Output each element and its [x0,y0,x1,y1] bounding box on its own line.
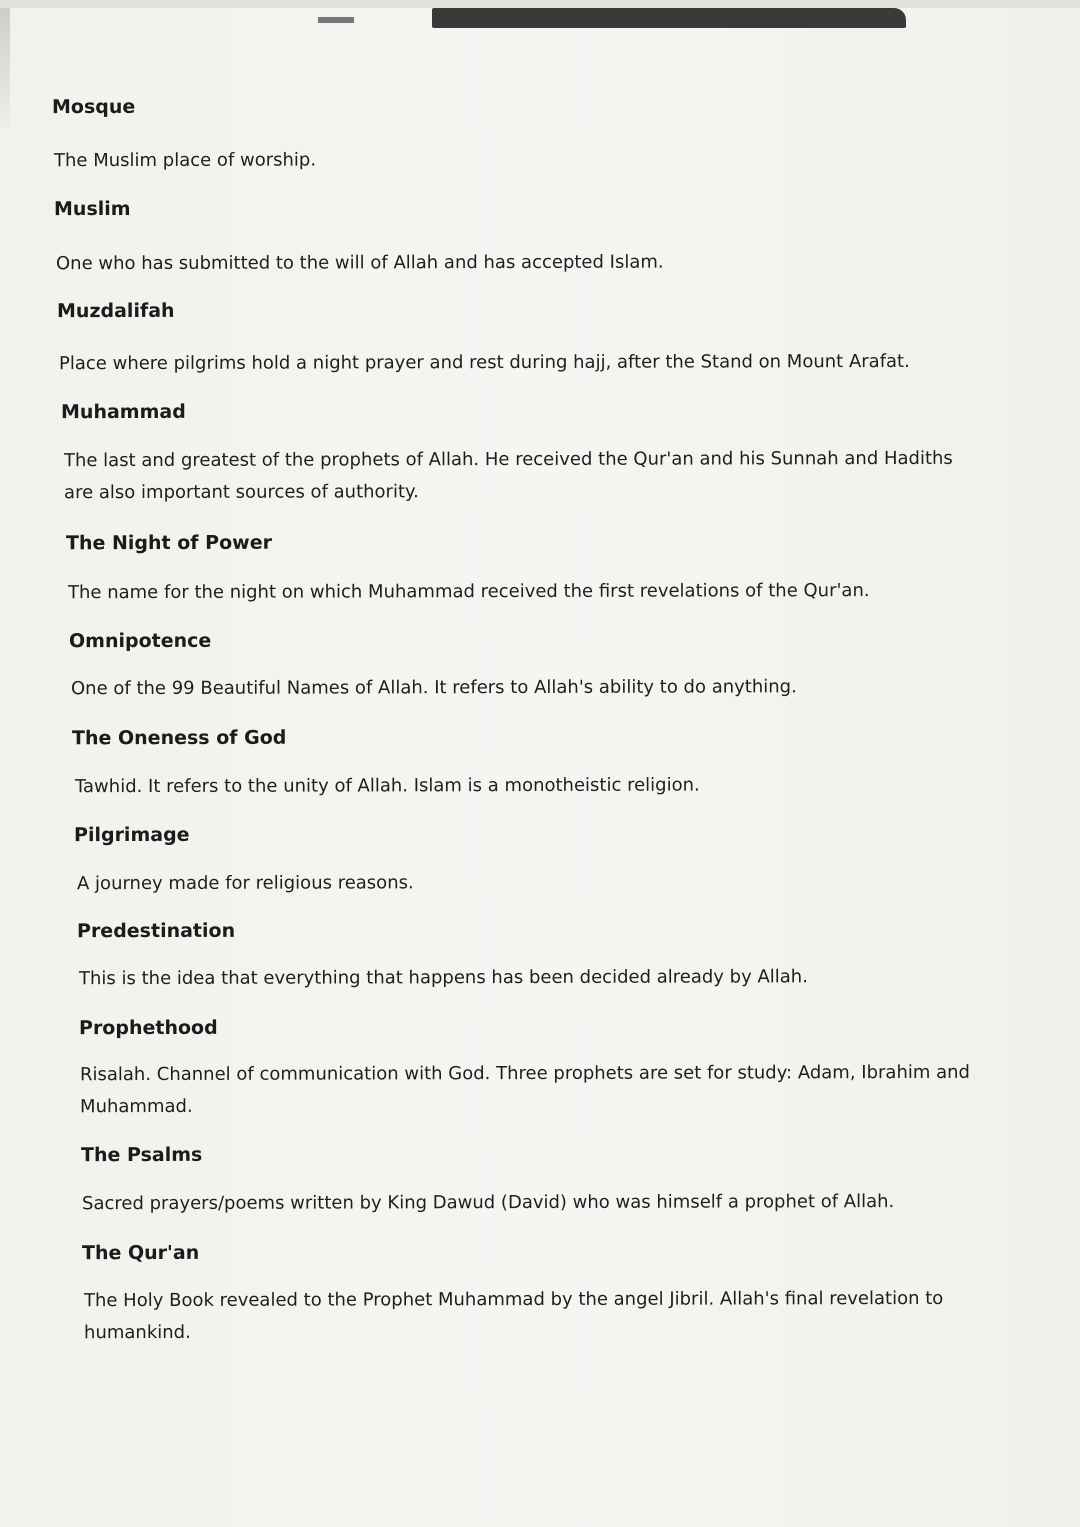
page-left-edge [0,8,10,128]
glossary-definition: Place where pilgrims hold a night prayer and rest during hajj, after the Stand on Mount Arafat. [58,350,910,375]
glossary-definition: The Muslim place of worship. [53,149,317,172]
glossary-term: The Psalms [80,1143,203,1167]
glossary-term: The Qur'an [81,1241,200,1265]
glossary-term: Pilgrimage [73,823,190,847]
glossary-definition: Tawhid. It refers to the unity of Allah. Islam is a monotheistic religion. [74,774,700,798]
glossary-definition: The Holy Book revealed to the Prophet Muhammad by the angel Jibril. Allah's final revelation to humankind. [83,1287,944,1344]
glossary-definition: One who has submitted to the will of Allah and has accepted Islam. [55,251,664,275]
scan-mark [318,17,354,23]
glossary-term: The Night of Power [65,531,272,555]
glossary-term: Muslim [53,197,131,221]
page-top-edge [0,0,1080,8]
glossary-definition: The name for the night on which Muhammad received the first revelations of the Qur'an. [67,580,870,604]
glossary-term: Prophethood [78,1016,218,1040]
glossary-definition: The last and greatest of the prophets of Allah. He received the Qur'an and his Sunnah and Hadiths are also important sources of authority. [63,447,953,504]
glossary-definition: Risalah. Channel of communication with God. Three prophets are set for study: Adam, Ibrahim and Muhammad. [79,1061,970,1118]
scan-shadow-bar [432,8,906,28]
glossary-definition: A journey made for religious reasons. [76,872,414,895]
glossary-term: Muhammad [60,400,186,424]
glossary-term: The Oneness of God [71,726,287,750]
glossary-definition: One of the 99 Beautiful Names of Allah. It refers to Allah's ability to do anything. [70,676,797,700]
glossary-term: Muzdalifah [56,299,175,323]
glossary-definition: This is the idea that everything that happens has been decided already by Allah. [78,966,808,990]
glossary-term: Mosque [51,95,136,119]
glossary-term: Omnipotence [68,629,212,653]
glossary-term: Predestination [76,919,236,943]
glossary-definition: Sacred prayers/poems written by King Dawud (David) who was himself a prophet of Allah. [81,1191,895,1215]
